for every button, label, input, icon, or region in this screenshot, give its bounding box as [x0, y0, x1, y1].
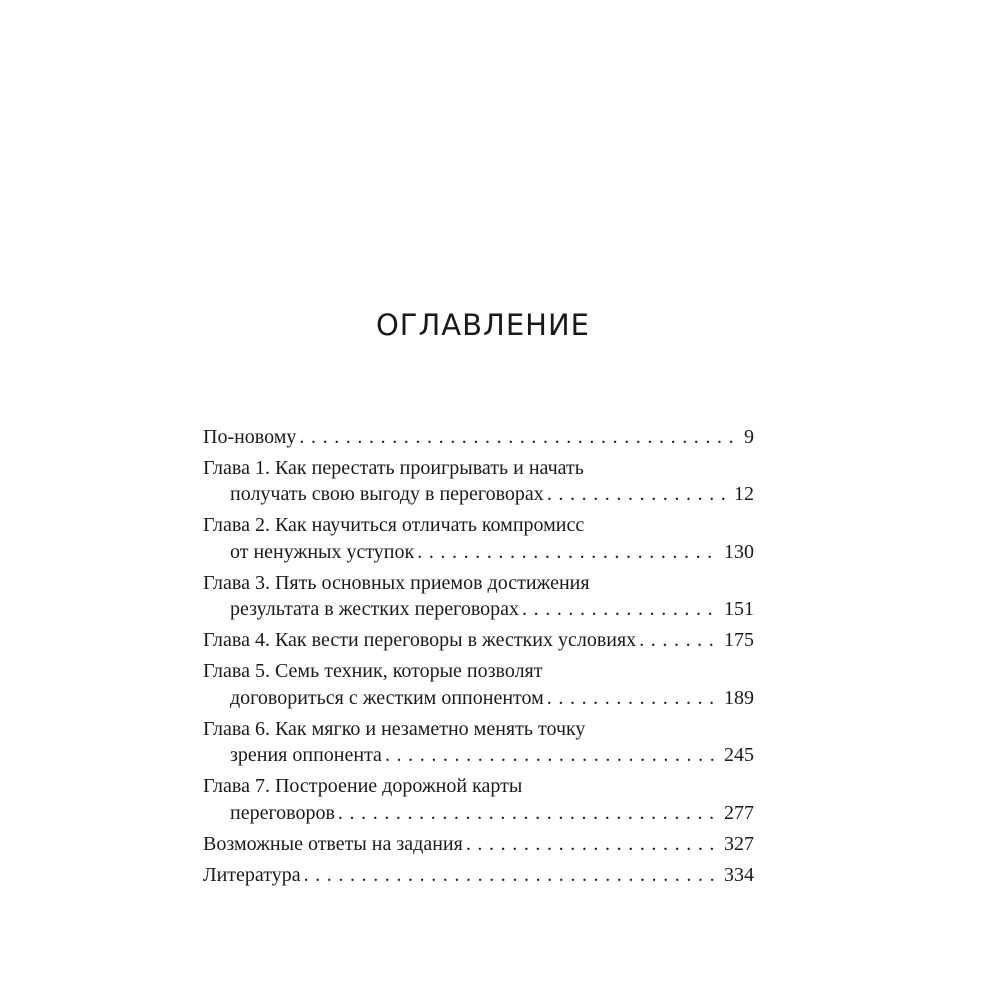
toc-entry	[203, 455, 754, 508]
toc-entry-line	[203, 596, 754, 623]
toc-entry-text-continued: получать свою выгоду в переговорах	[230, 483, 544, 506]
dot-leader	[417, 539, 720, 566]
dot-leader	[385, 742, 720, 769]
toc-entry	[203, 716, 754, 769]
toc-page-number: 245	[724, 744, 754, 767]
toc-page-number: 175	[724, 629, 754, 652]
toc-entry-text: Глава 4. Как вести переговоры в жестких условиях	[203, 629, 637, 652]
toc-page-number: 151	[724, 598, 754, 621]
table-of-contents	[203, 424, 754, 892]
toc-page-number: 189	[724, 686, 754, 709]
page-title: ОГЛАВЛЕНИЕ	[375, 308, 590, 342]
toc-entry-line	[203, 424, 754, 451]
toc-entry-line	[203, 685, 754, 712]
toc-page-number: 12	[734, 483, 754, 506]
toc-entry	[203, 512, 754, 565]
dot-leader	[466, 831, 720, 858]
toc-entry-text: Возможные ответы на задания	[203, 832, 463, 855]
toc-entry-text-continued: зрения оппонента	[230, 744, 382, 767]
toc-page-number: 130	[724, 540, 754, 563]
toc-entry-line	[203, 742, 754, 769]
toc-entry	[203, 658, 754, 711]
toc-page-number: 334	[724, 863, 754, 886]
toc-entry	[203, 424, 754, 451]
toc-entry-text: Глава 3. Пять основных приемов достижения	[203, 571, 590, 594]
toc-page-number: 327	[724, 832, 754, 855]
toc-page-number: 277	[724, 801, 754, 824]
dot-leader	[338, 800, 720, 827]
toc-entry-text-continued: переговоров	[230, 801, 335, 824]
toc-entry-line	[203, 539, 754, 566]
toc-entry-text-continued: договориться с жестким оппонентом	[230, 686, 544, 709]
toc-entry	[203, 627, 754, 654]
toc-entry-text-continued: от ненужных уступок	[230, 540, 415, 563]
toc-entry-text-continued: результата в жестких переговорах	[230, 598, 520, 621]
toc-entry-text: По-новому	[203, 426, 297, 448]
toc-entry-text: Глава 2. Как научиться отличать компромисс	[203, 514, 585, 537]
dot-leader	[522, 596, 720, 623]
toc-entry	[203, 831, 754, 858]
toc-page-number: 9	[744, 426, 754, 448]
dot-leader	[304, 862, 720, 889]
toc-entry	[203, 570, 754, 623]
toc-entry-text: Глава 6. Как мягко и незаметно менять точку	[203, 717, 586, 740]
toc-entry	[203, 773, 754, 826]
toc-entry-text: Глава 5. Семь техник, которые позволят	[203, 660, 543, 683]
toc-entry-line	[203, 800, 754, 827]
toc-entry-text: Литература	[203, 863, 301, 886]
dot-leader	[547, 481, 730, 508]
toc-entry-line	[203, 831, 754, 858]
toc-entry-line	[203, 481, 754, 508]
toc-entry	[203, 862, 754, 889]
dot-leader	[547, 685, 720, 712]
toc-entry-line	[203, 627, 754, 654]
toc-entry-text: Глава 7. Построение дорожной карты	[203, 775, 523, 798]
dot-leader	[299, 424, 740, 451]
toc-entry-text: Глава 1. Как перестать проигрывать и начать	[203, 456, 584, 479]
dot-leader	[639, 627, 720, 654]
toc-entry-line	[203, 862, 754, 889]
